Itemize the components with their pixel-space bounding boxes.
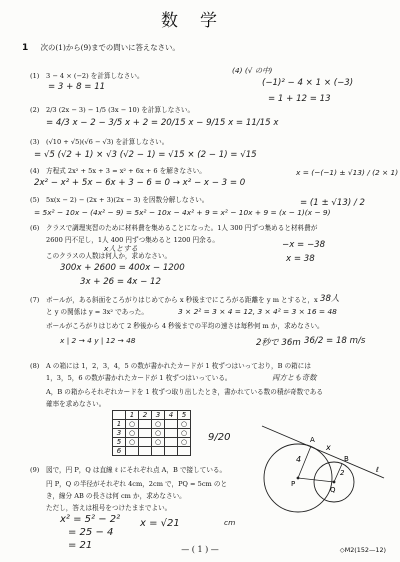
- grid-cell: 4: [165, 411, 178, 420]
- side-note-header: (4) (√ の中): [232, 66, 273, 75]
- segment-pq: [298, 478, 334, 482]
- question-4: [30, 167, 206, 175]
- label-a: A: [310, 436, 315, 444]
- page-number: — ( 1 ) —: [181, 545, 219, 554]
- question-8-line4: 確率を求めなさい。: [46, 400, 106, 408]
- grid-cell: [165, 420, 178, 429]
- grid-cell: 2: [139, 411, 152, 420]
- section-intro: [22, 42, 180, 53]
- question-8-line2: 1，3，5，6 の数が書かれたカードが 1 枚ずつはいっている。: [46, 374, 232, 382]
- grid-row: [113, 438, 191, 447]
- grid-cell: [139, 438, 152, 447]
- question-6: [30, 224, 317, 232]
- answer-9-work3: = 21: [68, 540, 93, 551]
- tangent-circles-figure: [258, 420, 388, 520]
- label-b: B: [344, 455, 349, 463]
- answer-4-formula: x = (−(−1) ± √13) / (2 × 1): [296, 168, 399, 177]
- grid-cell: [126, 447, 139, 456]
- question-9-line3: き，線分 AB の長さは何 cm か，求めなさい。: [46, 492, 186, 500]
- grid-cell: ○: [126, 429, 139, 438]
- page-title: 数学: [161, 11, 239, 31]
- answer-2: = 4/3 x − 2 − 3/5 x + 2 = 20/15 x − 9/15 x = 11/15 x: [46, 118, 279, 128]
- answer-6-equation: 300x + 2600 = 400x − 1200: [60, 263, 185, 273]
- grid-cell: ○: [126, 420, 139, 429]
- answer-8-note: 両方とも奇数: [272, 373, 317, 382]
- question-number: (1): [30, 72, 40, 80]
- answer-6-simplified: 3x + 26 = 4x − 12: [80, 277, 161, 287]
- label-l: ℓ: [376, 466, 379, 474]
- answer-9-unit: cm: [224, 518, 236, 527]
- label-radius-2: 2: [340, 469, 345, 477]
- answer-7-distance: 2秒で 36m: [256, 338, 301, 348]
- answer-9-work2: = 25 − 4: [68, 527, 114, 538]
- question-9-line4: ただし，答えは根号をつけたままでよい。: [46, 504, 172, 512]
- grid-header-row: [113, 411, 191, 420]
- question-number: (2): [30, 106, 40, 114]
- question-text: 方程式 2x² + 5x + 3 = x² + 6x + 6 を解きなさい。: [46, 167, 206, 175]
- grid-row: [113, 429, 191, 438]
- question-text: クラスで調理実習のために材料費を集めることになった。1人 300 円ずつ集めると材料費が: [46, 224, 318, 232]
- section-number: 1: [22, 43, 29, 53]
- question-9-line2: 円 P，Q の半径がそれぞれ 4cm，2cm で，PQ = 5cm のと: [46, 480, 228, 488]
- question-text: 図で，円 P，Q は直線 ℓ にそれぞれ点 A，B で接している。: [46, 466, 227, 474]
- grid-cell: [165, 438, 178, 447]
- question-text: 3 − 4 × (−2) を計算しなさい。: [46, 72, 144, 80]
- label-p: P: [291, 480, 296, 488]
- point-p: [297, 477, 300, 480]
- question-number: (6): [30, 224, 40, 232]
- question-3: [30, 138, 168, 146]
- grid-cell: [139, 420, 152, 429]
- answer-6-side1: −x = −38: [282, 240, 326, 250]
- question-5: [30, 196, 208, 204]
- answer-7-work: 3 × 2² = 3 × 4 = 12, 3 × 4² = 3 × 16 = 48: [178, 307, 337, 316]
- grid-cell: [113, 411, 126, 420]
- answer-9-work1: x² = 5² − 2²: [60, 514, 121, 525]
- grid-row: [113, 447, 191, 456]
- question-number: (5): [30, 196, 40, 204]
- section-instruction: 次の(1)から(9)までの問いに答えなさい。: [40, 43, 180, 52]
- grid-cell: 1: [126, 411, 139, 420]
- grid-cell: [139, 429, 152, 438]
- side-work-discriminant: (−1)² − 4 × 1 × (−3): [262, 78, 354, 88]
- question-2: [30, 106, 194, 114]
- grid-cell: 5: [113, 438, 126, 447]
- point-q: [333, 481, 336, 484]
- grid-cell: 6: [113, 447, 126, 456]
- grid-cell: ○: [152, 438, 165, 447]
- exam-code: ◇M2(152—12): [339, 546, 386, 554]
- question-1: [30, 72, 144, 80]
- side-work-result: = 1 + 12 = 13: [268, 94, 331, 104]
- question-text: ボールが，ある斜面をころがりはじめてから x 秒後までにころがる距離を y m とすると，x: [46, 296, 318, 304]
- question-number: (3): [30, 138, 40, 146]
- question-text: 5x(x − 2) − (2x + 3)(2x − 3) を因数分解しなさい。: [46, 196, 209, 204]
- grid-cell: ○: [178, 429, 191, 438]
- grid-cell: ○: [178, 420, 191, 429]
- grid-cell: [139, 447, 152, 456]
- answer-7-table: x | 2 → 4 y | 12 → 48: [60, 336, 136, 345]
- answer-5-work: = 5x² − 10x − (4x² − 9) = 5x² − 10x − 4x² + 9 = x² − 10x + 9 = (x − 1)(x − 9): [34, 208, 331, 217]
- question-text: (√10 + √5)(√6 − √3) を計算しなさい。: [46, 138, 169, 146]
- grid-cell: [165, 429, 178, 438]
- grid-cell: ○: [178, 438, 191, 447]
- question-8-line3: A，B の箱からそれぞれカードを 1 枚ずつ取り出したとき，書かれている数の積が奇数である: [46, 388, 323, 396]
- grid-cell: ○: [152, 429, 165, 438]
- answer-8-final: 9/20: [208, 432, 231, 443]
- grid-cell: [178, 447, 191, 456]
- question-7-line3: ボールがころがりはじめて 2 秒後から 4 秒後までの平均の速さは毎秒何 m か，求めなさい。: [46, 322, 324, 330]
- grid-cell: 5: [178, 411, 191, 420]
- question-6-line3: このクラスの人数は何人か，求めなさい。: [46, 252, 172, 260]
- question-number: (9): [30, 466, 40, 474]
- grid-cell: [165, 447, 178, 456]
- grid-cell: 1: [113, 420, 126, 429]
- label-q: Q: [330, 486, 336, 494]
- label-radius-4: 4: [296, 455, 302, 464]
- answer-3: = √5 (√2 + 1) × √3 (√2 − 1) = √15 × (2 − 1) = √15: [34, 150, 257, 160]
- answer-6-final: 38人: [320, 294, 340, 304]
- answer-9-final: x = √21: [140, 518, 180, 529]
- grid-cell: ○: [152, 420, 165, 429]
- tangent-line: [262, 426, 384, 478]
- answer-7-final: 36/2 = 18 m/s: [304, 336, 366, 346]
- grid-cell: [152, 447, 165, 456]
- question-7-line2: と y の関係は y = 3x² であった。: [46, 308, 148, 316]
- grid-cell: ○: [126, 438, 139, 447]
- question-text: 2/3 (2x − 3) − 1/5 (3x − 10) を計算しなさい。: [46, 106, 195, 114]
- grid-row: [113, 420, 191, 429]
- answer-1: = 3 + 8 = 11: [48, 82, 106, 92]
- question-text: A の箱には 1，2，3，4，5 の数が書かれたカードが 1 枚ずつはいっており，B の箱には: [46, 362, 311, 370]
- question-6-line2: 2600 円不足し，1人 400 円ずつ集めると 1200 円余る。: [46, 236, 219, 244]
- answer-6-note: x人とする: [104, 244, 138, 253]
- question-8: [30, 362, 311, 370]
- answer-8-grid: [112, 410, 191, 456]
- grid-cell: 3: [113, 429, 126, 438]
- question-number: (8): [30, 362, 40, 370]
- question-7: [30, 296, 318, 304]
- question-9: [30, 466, 226, 474]
- answer-4-final: = (1 ± √13) / 2: [300, 198, 366, 208]
- question-number: (7): [30, 296, 40, 304]
- grid-cell: 3: [152, 411, 165, 420]
- question-number: (4): [30, 167, 40, 175]
- label-x: x: [326, 443, 331, 452]
- answer-4-work: 2x² − x² + 5x − 6x + 3 − 6 = 0 → x² − x − 3 = 0: [34, 178, 246, 188]
- answer-6-side2: x = 38: [286, 254, 315, 264]
